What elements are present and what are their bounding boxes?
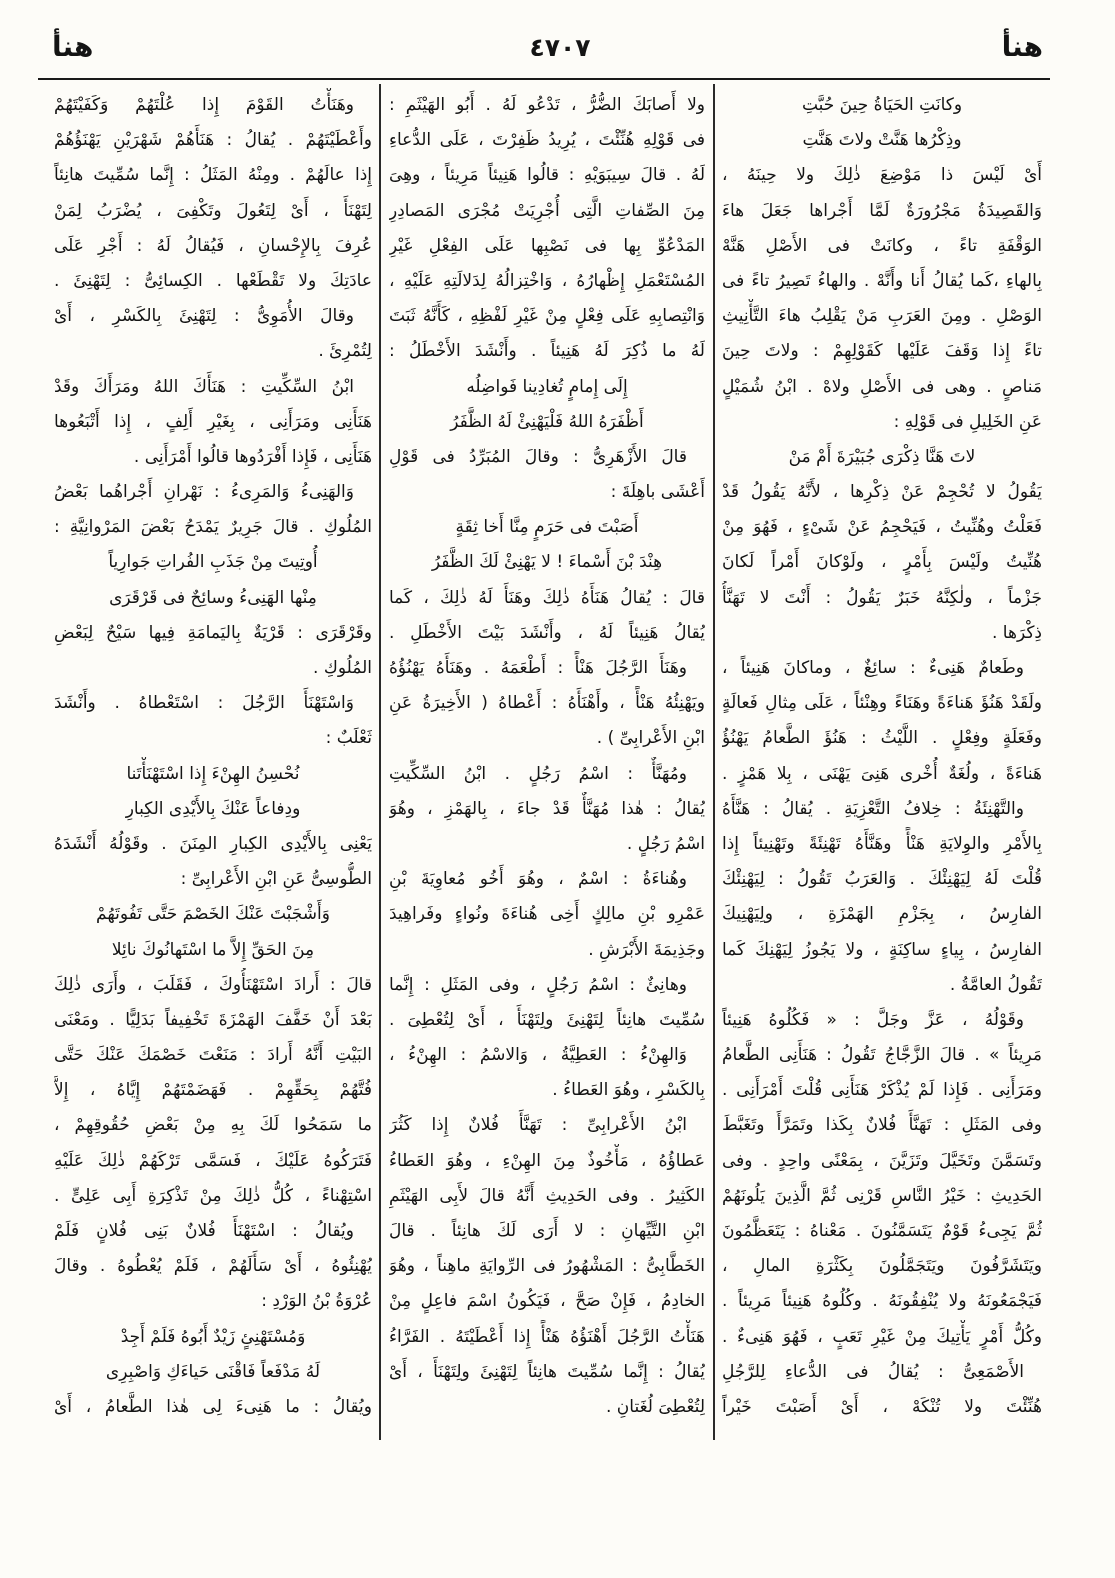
text-line: لِتَهْنَأَ ، أَىْ لِتَعُولَ وتَكْفِىَ ، يُضْرَبُ لِمَنْ — [54, 200, 372, 221]
text-line: عُرِفَ بِالإِحْسانِ ، فَيُقالُ لَهُ : أَجْرِ عَلَى — [54, 235, 372, 256]
text-line: مَرِيئاً » . قالَ الزَّجَّاجُ تَقُولُ : هَنَأَنِى الطَّعامُ — [722, 1045, 1042, 1066]
text-line: وَالهِنْءُ : العَطِيَّةُ ، وَالاسْمُ : الهِنْءُ ، — [389, 1045, 687, 1066]
column-divider — [379, 84, 381, 1440]
running-head-left: هنأ — [52, 30, 94, 63]
text-line: ودِفاعاً عَنْكَ بِالأَيْدِى الكِبارِ — [125, 798, 301, 819]
text-line: عادَتِكَ ولا تَقْطَعْها . الكِسائِىُّ : لِتَهْنِئَ . — [54, 270, 372, 291]
text-line: المُسْتَعْمَلِ إِظْهارُهُ ، وَاخْتِزالُهُ لِدَلالَتِهِ عَلَيْهِ ، — [389, 270, 705, 291]
text-line: لِتُمْرِئَ . — [318, 341, 372, 362]
text-line: أَظْفَرَهُ اللهُ فَلْيَهْنِئْ لَهُ الظَّفَرُ — [450, 411, 644, 432]
text-line: عَمْرِو بْنِ مالِكٍ أَخِى هُناءَةَ ونُواءٍ وفَراهِيدَ — [389, 904, 705, 925]
text-line: ولا أَصابَكَ الضُّرُّ ، تَدْعُو لَهُ . أَبُو الهَيْثَمِ : — [389, 95, 705, 115]
running-head-right: هنأ — [1001, 30, 1043, 63]
text-line: لَهُ . قالَ سِيبَوَيْهِ : قالُوا هَنِيئاً مَرِيئاً ، وهِىَ — [389, 165, 705, 186]
text-line: فَعَلْتُ وهُنِّيتُ ، فَيَحْجِمُ عَنْ شَىْءٍ ، فَهُوَ مِنْ — [722, 517, 1042, 538]
text-line: وذِكْرُها هَنَّتْ ولاتَ هَنَّتِ — [802, 130, 962, 151]
text-line: ويَتَشَرَّفُونَ ويَتَجَمَّلُونَ بِكَثْرَةِ المالِ ، — [722, 1256, 1042, 1277]
text-line: يَعْنِى بِالأَيْدِى الكِبارِ المِنَنَ . وقَوْلُهُ أَنْشَدَهُ — [54, 833, 372, 854]
text-line: فَتَرَكُوهُ عَلَيْكَ ، فَسَمَّى تَرْكَهُمْ ذٰلِكَ عَلَيْهِ — [54, 1150, 372, 1171]
text-line: مَناصٍ . وهى فى الأَصْلِ ولاهْ . ابْنُ شُمَيْلٍ — [722, 376, 1042, 397]
column-middle — [389, 88, 705, 1425]
text-line: وقَوْلُهُ ، عَزَّ وجَلَّ : « فَكُلُوهُ هَنِيئاً — [722, 1009, 1024, 1030]
text-line: أَىْ لَيْسَ ذا مَوْضِعَ ذٰلِكَ ولا حِينَهُ ، — [722, 165, 1042, 186]
header-rule — [38, 78, 1050, 80]
text-line: وفَعَلَةٍ وفِعْلٍ . اللَّيْثُ : هَنُؤَ الطَّعامُ يَهْنُؤُ — [722, 728, 1042, 749]
text-line: الخادِمُ ، فَإِنْ صَحَّ ، فَيَكُونُ اسْمَ فاعِلٍ مِنْ — [389, 1291, 705, 1312]
text-line: هِنْدَ بْنَ أَسْماءَ ! لا يَهْنِئْ لَكَ الظَّفَرُ — [431, 552, 663, 573]
text-line: هُنِّئْتَ ولا تُنْكَهْ ، أَىْ أَصَبْتَ خَيْراً — [722, 1396, 1042, 1417]
text-line: مِنْها الهَنِىءُ وسائِحٌ فى قَرْقَرَى — [109, 587, 317, 608]
text-line: ابْنُ السِّكِّيتِ : هَنَأَكَ اللهُ ومَرَأَكَ وقَدْ — [54, 376, 354, 397]
text-line: وَاسْتَهْنَأَ الرَّجُلَ : اسْتَعْطاهُ . وأَنْشَدَ — [54, 693, 354, 714]
text-line: ومَرَأَنِى . فَإِذا لَمْ يُذْكَرْ هَنَأَنِى قُلْتَ أَمْرَأَنِى . — [722, 1080, 1042, 1101]
text-line: تاءً إِذا وَقَفَ عَلَيْها كَقَوْلِهِمْ : ولاتَ حِينَ — [722, 341, 1042, 362]
text-line: قُلْتَ لَهُ لِيَهْنِئْكَ . وَالعَرَبُ تَقُولُ : لِيَهْنِئْكَ — [722, 869, 1042, 890]
text-line: وهانِئٌ : اسْمُ رَجُلٍ ، وفى المَثَلِ : إِنَّما — [389, 974, 687, 995]
text-line: وتَسَمَّنَ وتَخَيَّلَ وتَزَيَّنَ ، بِمَعْنًى واحِدٍ . وفى — [722, 1150, 1042, 1171]
text-line: الوَصْلِ . ومِنَ العَرَبِ مَنْ يَقْلِبُ هاءَ التَّأْنِيثِ — [722, 306, 1042, 327]
column-right — [722, 88, 1042, 1425]
text-line: فَيَجْمَعُونَهُ ولا يُنْفِقُونَهُ . وكُلُوهُ هَنِيئاً مَرِيئاً . — [722, 1291, 1042, 1312]
text-line: هَنَأَنِى ، فَإِذا أَفْرَدُوها قالُوا أَمْرَأَنِى . — [133, 446, 372, 467]
text-line: لِتُعْطِىَ لُغَتانِ . — [605, 1396, 705, 1417]
text-line: الكَثِيرُ . وفى الحَدِيثِ أَنَّهُ قالَ لأَبِى الهَيْثَمِ — [389, 1185, 705, 1206]
text-line: وَانْتِصابِهِ عَلَى فِعْلٍ مِنْ غَيْرِ لَفْظِهِ ، كَأَنَّهُ ثَبَتَ — [389, 306, 705, 327]
text-line: هَناءَةً ، ولُغَةٌ أُخْرى هَنِىَ يَهْنَى ، بِلا هَمْزٍ . — [722, 763, 1042, 784]
text-line: بِالأَمْرِ والوِلايَةِ هَنْأً وهَنَّأَهُ تَهْنِئَةً وتَهْنِيئاً إِذا — [722, 833, 1042, 854]
text-line: عَطاؤُهُ ، مَأْخُوذٌ مِنَ الهِنْءِ ، وهُوَ العَطاءُ — [389, 1150, 705, 1171]
text-line: ولَقَدْ هَنُؤَ هَناءَةً وهَنَاءً وهِنْئاً ، عَلَى مِثالِ فَعالَةٍ — [722, 693, 1042, 714]
text-line: لَهُ مَدْفَعاً فَاقْنَى حَياءَكِ وَاصْبِرِى — [105, 1361, 321, 1382]
text-line: ويُقالُ : ما هَنِىءَ لِى هٰذا الطَّعامُ ، أَىْ — [54, 1396, 372, 1417]
text-line: ويَهْنِئُهُ هَنْأً ، وأَهْنَأَهُ : أَعْطاهُ ( الأَخِيرَةُ عَنِ — [389, 693, 705, 714]
text-line: قالَ : يُقالُ هَنَأَهُ ذٰلِكَ وهَنَأَ لَهُ ذٰلِكَ ، كَما — [389, 587, 705, 608]
text-line: وطَعامٌ هَنِىءٌ : سائِغٌ ، وماكانَ هَنِيئاً ، — [722, 658, 1024, 678]
text-line: الخَطَّابِىُّ : المَشْهُورُ فى الرِّوايَةِ ماهِناً ، وهُوَ — [389, 1256, 705, 1277]
text-line: المُلُوكِ . — [313, 658, 372, 678]
text-line: وهُناءَةُ : اسْمٌ ، وهُوَ أَخُو مُعاوِيَةَ بْنِ — [389, 869, 687, 890]
text-line: يُقالُ : إِنَّما سُمِّيتَ هانِئاً لِتَهْنِئَ ولِتَهْنَأَ ، أَىْ — [389, 1361, 705, 1382]
text-line: وَالقَصِيدَةُ مَجْرُورَةٌ لَمَّا أَجْراها جَعَلَ هاءَ — [722, 200, 1042, 221]
text-line: هَنَأَنِى ومَرَأَنِى ، بِغَيْرِ أَلِفٍ ، إِذا أَتْبَعُوها — [54, 411, 372, 432]
text-line: وَالهَنِىءُ وَالمَرِىءُ : نَهْرانِ أَجْراهُما بَعْضُ — [54, 482, 354, 503]
text-line: الحَدِيثِ : خَيْرُ النَّاسِ قَرْنِى ثُمَّ الَّذِينَ يَلُونَهُمْ — [722, 1185, 1042, 1206]
text-line: يُقالُ : هٰذا مُهَنَّأٌ قَدْ جاءَ ، بِالهَمْزِ ، وهُوَ — [389, 798, 705, 819]
text-line: المُلُوكِ . قالَ جَرِيرٌ يَمْدَحُ بَعْضَ المَرْوانِيَّةِ : — [54, 517, 372, 538]
text-line: وَمُسْتَهْنِئٍ زَيْدٌ أَبُوهُ فَلَمْ أَجِدْ — [120, 1326, 306, 1347]
text-line: أَصَبْتَ فى حَرَمٍ مِنَّا أَخا ثِقَةٍ — [455, 517, 639, 538]
text-line: يَقُولُ لا تُحْجِمْ عَنْ ذِكْرِها ، لأَنَّهُ يَقُولُ قَدْ — [722, 482, 1042, 503]
text-line: البَيْتِ أَنَّهُ أَرادَ : مَنَعْتَ خَصْمَكَ عَنْكَ حَتَّى — [54, 1045, 372, 1066]
text-line: لاتَ هَنَّا ذِكْرَى جُبَيْرَةَ أَمْ مَنْ — [788, 446, 976, 467]
text-line: ويُقالُ : اسْتَهْنَأَ فُلانٌ بَنِى فُلانٍ فَلَمْ — [54, 1221, 354, 1241]
text-line: قالَ الأَزْهَرِىُّ : وقالَ المُبَرِّدُ فى قَوْلِ — [389, 446, 687, 467]
text-line: اسْتِهْناءً ، كُلُّ ذٰلِكَ مِنْ تَذْكِرَةِ أَبِى عَلِىٍّ . — [54, 1185, 372, 1206]
text-line: ما سَمَحُوا لَكَ بِهِ مِنْ بَعْضِ حُقُوقِهِمْ ، — [54, 1115, 372, 1136]
text-line: إِذا عالَهُمْ . ومِنْهُ المَثَلُ : إِنَّما سُمِّيتَ هانِئاً — [54, 165, 372, 186]
text-line: هَنَأْتُ الرَّجُلَ أَهْنَؤُهُ هَنْأً إِذا أَعْطَيْتَهُ . الفَرَّاءُ — [389, 1326, 705, 1347]
text-line: والتَّهْنِئَةُ : خِلافُ التَّعْزِيَةِ . يُقالُ : هَنَّأَهُ — [722, 798, 1024, 819]
text-line: وكانَتِ الحَيَاةُ حِينَ حُبَّتِ — [801, 95, 963, 115]
text-line: يُقالُ هَنِيئاً لَهُ ، وأَنْشَدَ بَيْتَ الأَخْطَلِ . — [389, 622, 705, 643]
text-line: ابْنُ الأَعْرابِىِّ : تَهَنَّأَ فُلانٌ إِذا كَثُرَ — [389, 1115, 687, 1136]
page-number: ٤٧٠٧ — [529, 33, 591, 62]
text-line: فُتَّهُمْ بِحَقِّهِمْ . فَهَضَمْتَهُمْ إِيَّاهُ ، إِلاَّ — [54, 1080, 372, 1101]
text-line: إِلَى إِمامٍ تُغادِينا فَواضِلُه — [466, 376, 628, 397]
text-line: ابْنِ التَّيِّهانِ : لا أَرَى لَكَ هانِئاً . قالَ — [389, 1221, 705, 1241]
text-line: وهَنَأَ الرَّجُلَ هَنْأً : أَطْعَمَهُ . وهَنَأَهُ يَهْنُؤُهُ — [389, 658, 687, 678]
text-line: وَأَشْجَبْتَ عَنْكَ الخَصْمَ حَتَّى تَفُوتَهُمْ — [96, 904, 330, 925]
text-line: أَعْشَى باهِلَةَ : — [610, 482, 705, 503]
text-line: المَدْعُوِّ بِها فى نَصْبِها عَلَى الفِعْلِ غَيْرِ — [389, 235, 705, 256]
text-line: اسْمُ رَجُلٍ . — [626, 833, 705, 854]
text-line: الوَقْفَةِ تاءً ، وكانَتْ فى الأَصْلِ هَنَّهْ — [722, 235, 1042, 256]
column-divider — [713, 84, 715, 1440]
text-line: أُوتِيتَ مِنْ جَذَبِ الفُراتِ جَوارِياً — [108, 552, 318, 573]
text-line: سُمِّيتَ هانِئاً لِتَهْنِئَ ولِتَهْنَأَ ، أَىْ لِتُعْطِىَ . — [389, 1009, 705, 1030]
text-line: وأَعْطَيْتَهُمْ . يُقالُ : هَنَأَهُمْ شَهْرَيْنِ يَهْنَؤُهُمْ — [54, 130, 372, 151]
column-left — [54, 88, 372, 1425]
text-line: بِالهاءِ ،كَما يُقالُ أَنا وأَنَّهْ . والهاءُ تَصِيرُ تاءً فى — [722, 270, 1042, 291]
text-line: تَقُولُ العامَّةُ . — [949, 974, 1042, 995]
text-line: لَهُ ما ذُكِرَ لَهُ هَنِيئاً . وأَنْشَدَ الأَخْطَلُ : — [389, 341, 705, 362]
text-line: وفى المَثَلِ : تَهَنَّأَ فُلانٌ بِكَذا وتَمَرَّأَ وتَغَبَّطَ — [722, 1115, 1042, 1136]
text-line: نُحْسِنُ الهِنْءَ إِذا اسْتَهْنَأْتَنا — [126, 763, 300, 784]
text-line: مِنَ الصِّفاتِ الَّتِى أُجْرِيَتْ مُجْرَى المَصادِرِ — [389, 200, 705, 221]
text-line: يُهْنِئُوهُ ، أَىْ سَأَلَهُمْ ، فَلَمْ يُعْطُوهُ . وقالَ — [54, 1256, 372, 1277]
text-line: الفارِسُ ، بِجَزْمِ الهَمْزَةِ ، ولِيَهْنِيكَ — [722, 904, 1042, 925]
text-line: مِنَ الحَقِّ إِلاَّ ما اسْتَهانُوكَ نائِلا — [111, 939, 315, 960]
text-line: وجَذِيمَةَ الأَبْرَشِ . — [588, 939, 705, 960]
text-line: الأَصْمَعِىُّ : يُقالُ فى الدُّعاءِ لِلرَّجُلِ — [722, 1361, 1024, 1382]
text-line: الطُّوسِىُّ عَنِ ابْنِ الأَعْرابِىِّ : — [180, 869, 372, 890]
text-line: عَنِ الخَلِيلِ فى قَوْلِهِ : — [893, 411, 1042, 432]
text-line: جَزْماً ، ولٰكِنَّهُ خَبَرٌ يَقُولُ : أَنْتَ لا تَهَنَّأُ — [722, 587, 1042, 608]
text-line: الفارِسُ ، بِياءٍ ساكِنَةٍ ، ولا يَجُوزُ لِيَهْنِكَ كَما — [722, 939, 1042, 960]
text-line: ذِكْرَها . — [992, 622, 1042, 643]
text-line: ومُهَنَّأٌ : اسْمُ رَجُلٍ . ابْنُ السِّكِّيتِ — [389, 763, 687, 784]
text-line: ثُمَّ يَجِىءُ قَوْمٌ يَتَسَمَّنُونَ . مَعْناهُ : يَتَعَظَّمُونَ — [722, 1221, 1042, 1241]
text-line: عُرْوَةُ بْنُ الوَرْدِ : — [261, 1291, 372, 1312]
text-line: وقَرْقَرَى : قَرْيَةٌ بِاليَمامَةِ فِيها سَيْحٌ لِبَعْضِ — [54, 622, 372, 643]
text-line: بِالكَسْرِ ، وهُوَ العَطاءُ . — [552, 1080, 705, 1101]
text-line: ابْنِ الأَعْرابِىِّ ) . — [596, 728, 705, 749]
text-line: فى قَوْلِهِ هُنِّئْتَ ، يُرِيدُ ظَفِرْتَ ، عَلَى الدُّعاءِ — [389, 130, 705, 151]
text-line: وكُلُّ أَمْرٍ يَأْتِيكَ مِنْ غَيْرِ تَعَبٍ ، فَهُوَ هَنِىءٌ . — [722, 1326, 1042, 1347]
text-line: ثَعْلَبٌ : — [325, 728, 372, 749]
text-line: بَعْدَ أَنْ خَفَّفَ الهَمْزَةَ تَخْفِيفاً بَدَلِيًّا . ومَعْنَى — [54, 1009, 372, 1030]
text-line: قالَ : أَرادَ اسْتَهْنَأُوكَ ، فَقَلَبَ ، وأَرَى ذٰلِكَ — [54, 974, 372, 995]
text-line: هُنِّيتُ ولَيْسَ بِأَمْرٍ ، ولَوْكانَ أَمْراً لَكانَ — [722, 552, 1042, 573]
text-line: وهَنَأْتُ القَوْمَ إِذا عُلْتَهُمْ وَكَفَيْتَهُمْ — [54, 95, 354, 115]
text-line: وقالَ الأُمَوِىُّ : لِتَهْنِئَ بِالكَسْرِ ، أَىْ — [54, 306, 354, 327]
